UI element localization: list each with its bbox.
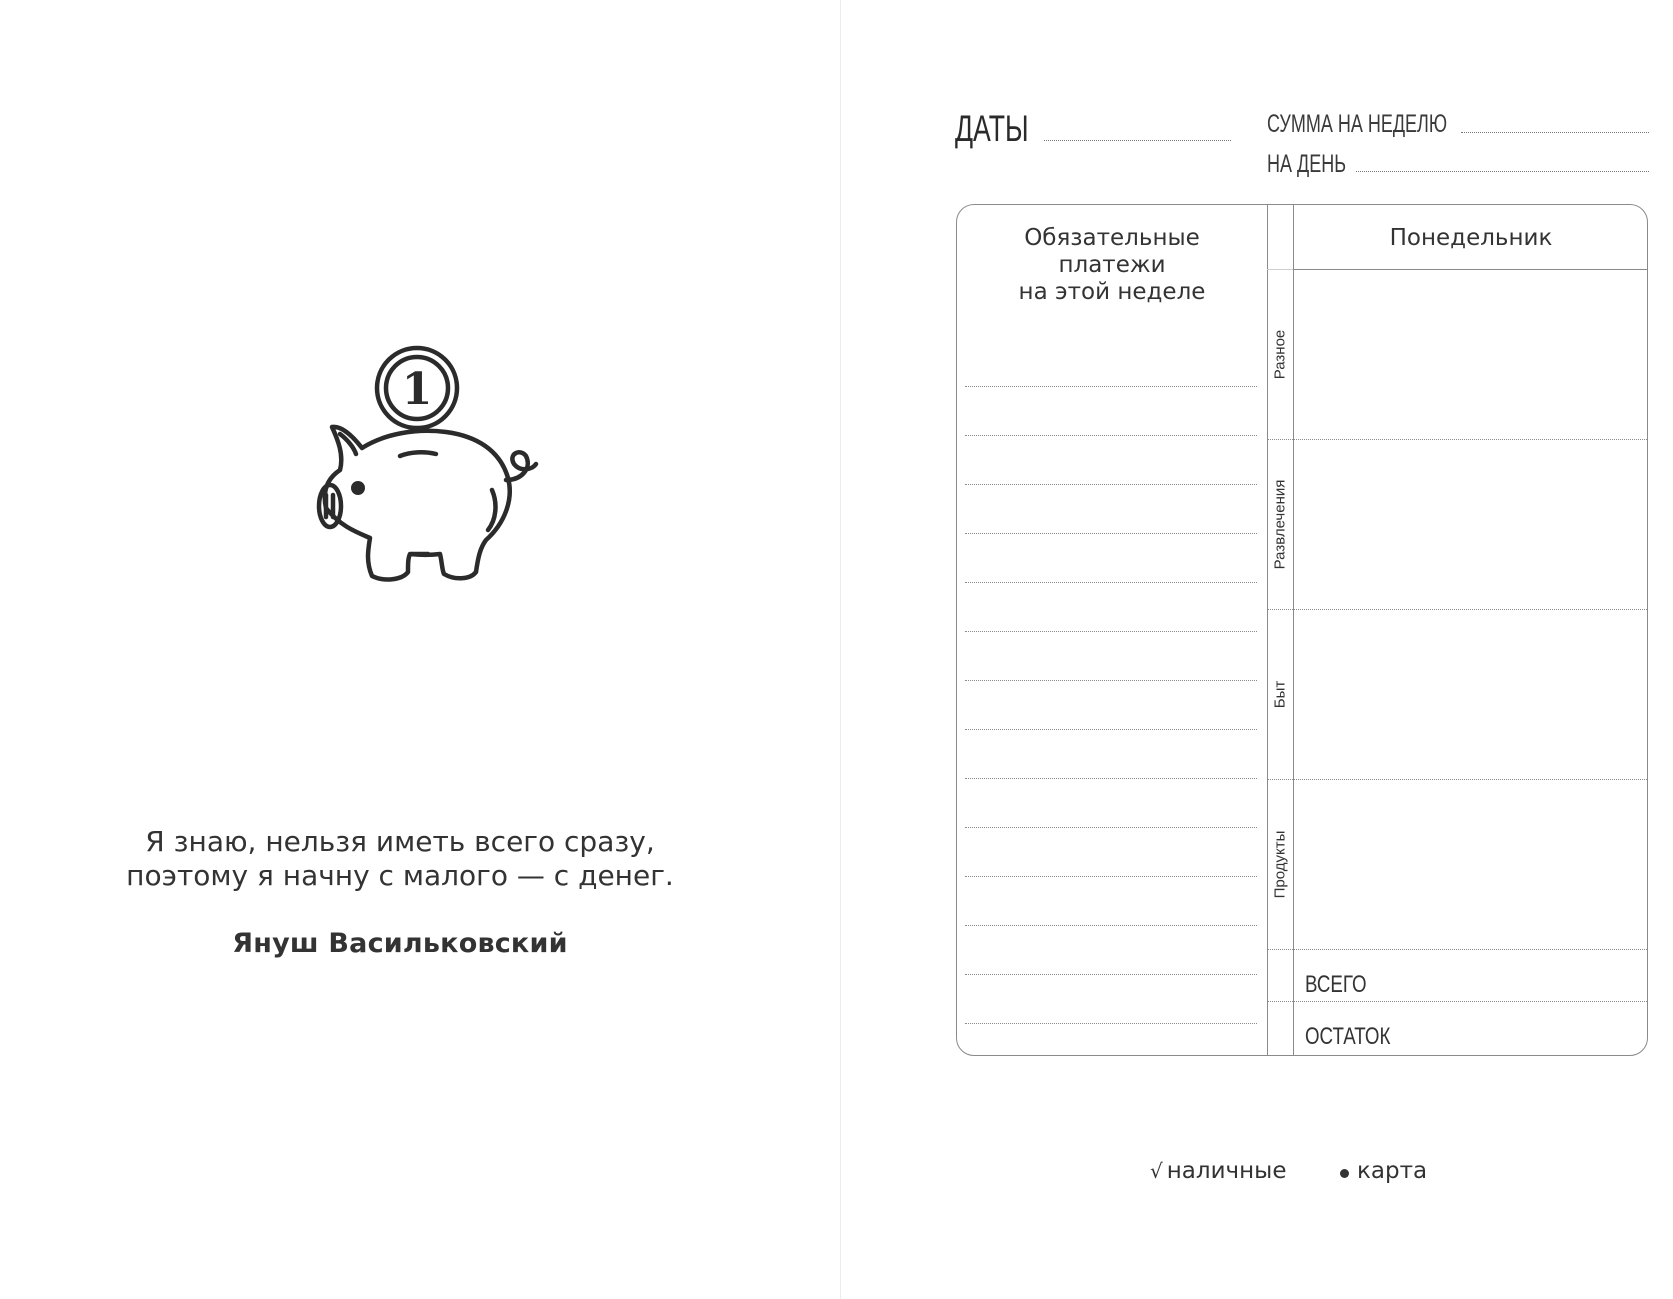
bullet-dot-icon xyxy=(1340,1169,1349,1178)
remainder-label: ОСТАТОК xyxy=(1305,1023,1391,1050)
quote-text xyxy=(80,825,720,893)
remainder-divider xyxy=(1267,1001,1647,1002)
day-title: Понедельник xyxy=(1389,225,1553,251)
check-mark-icon: √ xyxy=(1150,1159,1163,1183)
legend-card-label: карта xyxy=(1357,1158,1428,1184)
mandatory-row[interactable] xyxy=(965,1023,1257,1024)
legend-cash-label: наличные xyxy=(1166,1158,1287,1184)
category-divider xyxy=(1267,779,1647,780)
category-divider xyxy=(1267,439,1647,440)
mandatory-title-line-1: Обязательные xyxy=(1024,225,1200,251)
dates-label: ДАТЫ xyxy=(955,108,1029,149)
coin-label: 1 xyxy=(401,364,433,415)
mandatory-row[interactable] xyxy=(965,435,1257,436)
weekly-sum-label: СУММА НА НЕДЕЛЮ xyxy=(1267,110,1448,138)
quote-author: Януш Васильковский xyxy=(232,928,568,959)
mandatory-row[interactable] xyxy=(965,778,1257,779)
category-groceries xyxy=(1267,779,1293,949)
mandatory-row[interactable] xyxy=(965,631,1257,632)
category-entertainment-label: Развлечения xyxy=(1271,479,1289,569)
mandatory-row[interactable] xyxy=(965,729,1257,730)
column-divider-right xyxy=(1293,205,1294,1055)
category-divider xyxy=(1267,609,1647,610)
mandatory-row[interactable] xyxy=(965,876,1257,877)
legend-cash xyxy=(1150,1158,1286,1184)
mandatory-row[interactable] xyxy=(965,582,1257,583)
mandatory-row[interactable] xyxy=(965,484,1257,485)
total-label: ВСЕГО xyxy=(1305,971,1367,998)
daily-amount-field[interactable] xyxy=(1356,171,1649,172)
category-entertainment xyxy=(1267,439,1293,609)
legend-card xyxy=(1340,1158,1427,1184)
mandatory-row[interactable] xyxy=(965,827,1257,828)
total-divider xyxy=(1267,949,1647,950)
piggy-bank-with-coin-icon xyxy=(300,340,550,610)
category-household xyxy=(1267,609,1293,779)
dates-field[interactable] xyxy=(1044,140,1231,141)
category-misc-label: Разное xyxy=(1271,329,1289,379)
category-groceries-label: Продукты xyxy=(1271,830,1289,898)
mandatory-payments-title xyxy=(957,225,1267,306)
mandatory-row[interactable] xyxy=(965,974,1257,975)
mandatory-title-line-2: платежи xyxy=(1058,252,1166,278)
quote-line-1: Я знаю, нельзя иметь всего сразу, xyxy=(145,825,655,858)
daily-amount-label: НА ДЕНЬ xyxy=(1267,150,1347,178)
day-header-divider xyxy=(1293,269,1647,270)
budget-planner-table xyxy=(956,204,1648,1056)
mandatory-row[interactable] xyxy=(965,386,1257,387)
category-household-label: Быт xyxy=(1271,680,1289,708)
mandatory-row[interactable] xyxy=(965,925,1257,926)
right-page xyxy=(841,0,1673,1299)
category-misc xyxy=(1267,269,1293,439)
weekly-sum-field[interactable] xyxy=(1461,132,1649,133)
quote-line-2: поэтому я начну с малого — с денег. xyxy=(126,859,674,892)
mandatory-title-line-3: на этой неделе xyxy=(1018,279,1206,305)
mandatory-row[interactable] xyxy=(965,680,1257,681)
mandatory-row[interactable] xyxy=(965,533,1257,534)
